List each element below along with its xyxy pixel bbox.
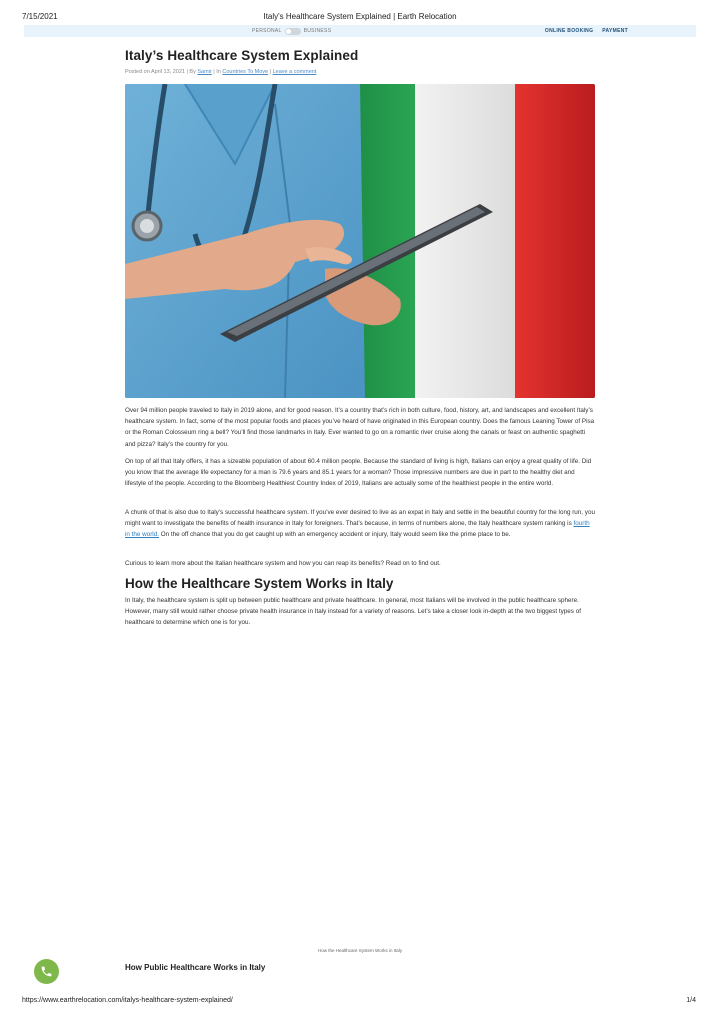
footer-url: https://www.earthrelocation.com/italys-healthcare-system-explained/ xyxy=(22,997,233,1004)
call-button[interactable] xyxy=(34,959,59,984)
article-header xyxy=(125,48,595,75)
business-label: BUSINESS xyxy=(303,28,332,34)
payment-link[interactable]: PAYMENT xyxy=(602,28,628,34)
meta-separator: | xyxy=(268,69,273,75)
meta-separator: | By xyxy=(184,69,198,75)
paragraph-ranking xyxy=(125,507,595,541)
page-title: Italy’s Healthcare System Explained xyxy=(125,48,359,63)
print-title: Italy's Healthcare System Explained | Earth Relocation xyxy=(263,12,457,21)
phone-icon xyxy=(40,965,53,978)
print-date: 7/15/2021 xyxy=(22,12,58,21)
top-bar xyxy=(24,25,696,37)
toggle-switch[interactable] xyxy=(285,28,301,35)
author-link[interactable]: Samir xyxy=(197,69,212,75)
posted-date: Posted on April 13, 2021 xyxy=(125,69,185,75)
print-header xyxy=(0,12,720,24)
paragraph-text: A chunk of that is also due to Italy’s successful healthcare system. If you’ve ever desired to live as an expat in Italy and settle in the beautiful country for the long run, you might want to investigate the benefits of health insurance in Italy for foreigners. That’s because, in terms of numbers alone, the Italy healthcare system ranking is xyxy=(125,509,595,528)
online-booking-link[interactable]: ONLINE BOOKING xyxy=(544,28,594,34)
post-meta xyxy=(125,69,595,75)
paragraph-population: On top of all that Italy offers, it has a sizeable population of about 60.4 million people. Because the standard of living is high, Italians can enjoy a great quality of life. Did you know that the average life expectancy for a man is 79.6 years and 85.1 years for a woman? Those impressive numbers are due in part to the healthy diet and lifestyle of the people. According to the Bloomberg Healthiest Country Index of 2019, Italians are actually some of the healthiest people in the entire world. xyxy=(125,458,592,488)
image-caption: How the Healthcare System Works in Italy xyxy=(318,948,402,953)
account-type-switch[interactable] xyxy=(252,26,331,36)
ranking-link[interactable]: fourth in the world. xyxy=(125,520,590,539)
print-footer xyxy=(0,997,720,1009)
toggle-knob xyxy=(286,29,291,34)
category-link[interactable]: Countries To Move xyxy=(222,69,269,75)
paragraph-text: On the off chance that you do get caught up with an emergency accident or injury, Italy would seem like the prime place to be. xyxy=(158,531,511,539)
sub-heading: How Public Healthcare Works in Italy xyxy=(125,963,266,972)
comment-link[interactable]: Leave a comment xyxy=(272,69,317,75)
hero-image xyxy=(125,84,595,398)
paragraph-curious: Curious to learn more about the Italian healthcare system and how you can reap its benefits? Read on to find out. xyxy=(125,560,441,567)
section-heading: How the Healthcare System Works in Italy xyxy=(125,576,394,591)
meta-separator: | In xyxy=(211,69,223,75)
footer-page-number: 1/4 xyxy=(686,997,696,1004)
paragraph-intro: Over 94 million people traveled to Italy in 2019 alone, and for good reason. It’s a country that’s rich in both culture, food, history, art, and landscapes and excellent Italy’s healthcare system. In fact, some of the most popular foods and places you’ve heard of have originated in this European country. Does the famous Leaning Tower of Pisa or the Roman Colosseum ring a bell? You’ll find those landmarks in Italy. Ever wanted to go on a romantic river cruise along the canals or feast on authentic spaghetti and pizza? Italy’s the country for you. xyxy=(125,407,595,448)
top-links xyxy=(545,28,628,34)
personal-label: PERSONAL xyxy=(252,28,282,34)
paragraph-split: In Italy, the healthcare system is split up between public healthcare and private healthcare. In general, most Italians will be involved in the public healthcare sphere. However, many still would rather choose private health insurance in Italy instead for a variety of reasons. Let’s take a closer look in-depth at the two biggest types of healthcare to determine which one is for you. xyxy=(125,597,581,627)
